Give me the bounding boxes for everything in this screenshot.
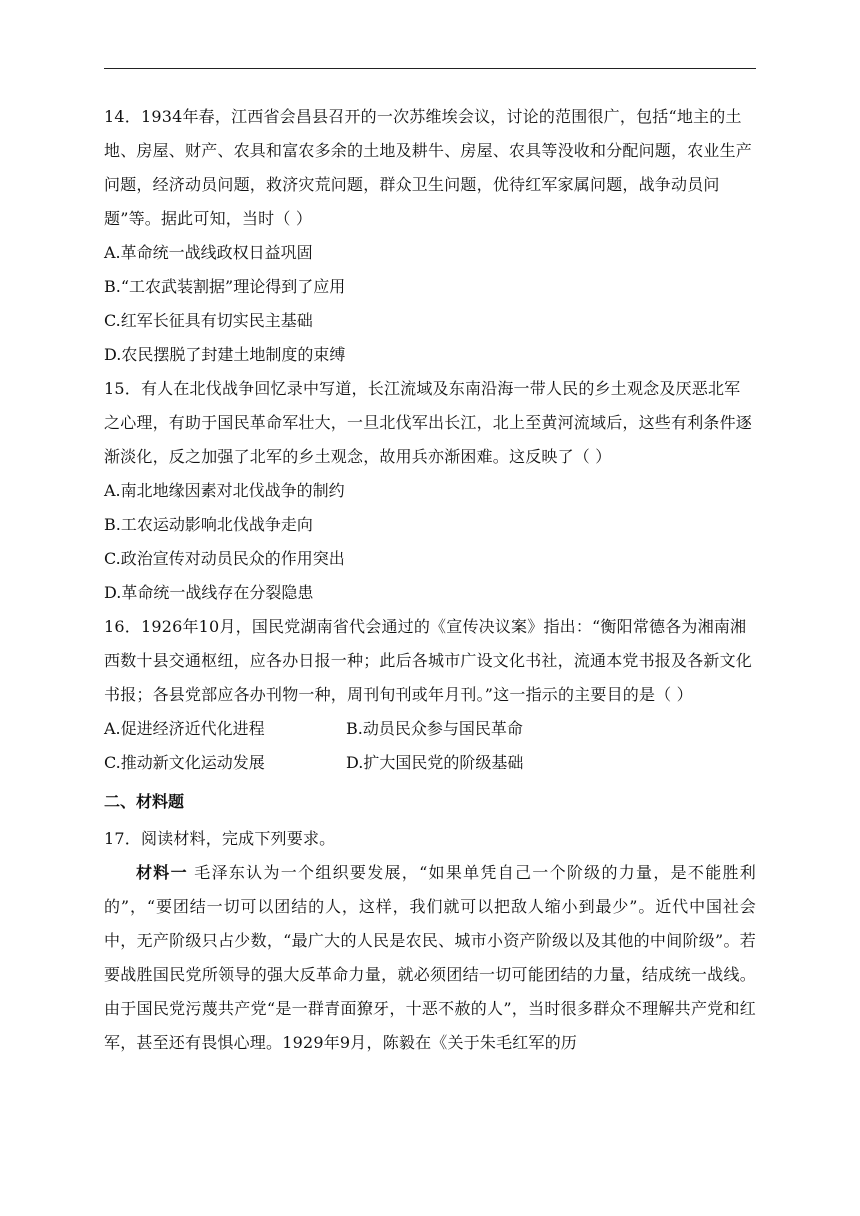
option-c: C.红军长征具有切实民主基础: [104, 311, 313, 330]
question-15: [104, 372, 756, 610]
question-stem: 14．1934年春，江西省会昌县召开的一次苏维埃会议，讨论的范围很广，包括“地主的土地、房屋、财产、农具和富农多余的土地及耕牛、房屋、农具等没收和分配问题，农业生产问题，经济动员问题，救济灾荒问题，群众卫生问题，优待红军家属问题，战争动员问题”等。据此可知，当时（ ）: [104, 107, 753, 228]
option-d: D.革命统一战线存在分裂隐患: [104, 583, 314, 602]
option-c: C.推动新文化运动发展: [104, 753, 265, 772]
question-16: [104, 610, 756, 780]
option-row: [104, 746, 756, 780]
question-17-prompt: 17．阅读材料，完成下列要求。: [104, 829, 336, 848]
option-d: D.农民摆脱了封建土地制度的束缚: [104, 345, 346, 364]
header-rule: [104, 68, 756, 69]
option-a: A.促进经济近代化进程: [104, 719, 265, 738]
question-stem: 16．1926年10月，国民党湖南省代会通过的《宣传决议案》指出：“衡阳常德各为湘南湘西数十县交通枢纽，应各办日报一种；此后各城市广设文化书社，流通本党书报及各新文化书报；各县党部应各办刊物一种，周刊旬刊或年月刊。”这一指示的主要目的是（ ）: [104, 617, 753, 704]
material-text: 毛泽东认为一个组织要发展，“如果单凭自己一个阶级的力量，是不能胜利的”，“要团结一切可以团结的人，这样，我们就可以把敌人缩小到最少”。近代中国社会中，无产阶级只占少数，“最广大的人民是农民、城市小资产阶级以及其他的中间阶级”。若要战胜国民党所领导的强大反革命力量，就必须团结一切可能团结的力量，结成统一战线。由于国民党污蔑共产党“是一群青面獠牙，十恶不赦的人”，当时很多群众不理解共产党和红军，甚至还有畏惧心理。1929年9月，陈毅在《关于朱毛红军的历: [104, 863, 757, 1052]
option-a: A.革命统一战线政权日益巩固: [104, 243, 313, 262]
document-body: [104, 100, 756, 1060]
option-b: B.工农运动影响北伐战争走向: [104, 515, 313, 534]
material-label: 材料一: [136, 863, 188, 882]
option-row: [104, 712, 756, 746]
section-title: 二、材料题: [104, 792, 185, 811]
option-b: B.动员民众参与国民革命: [346, 719, 523, 738]
option-a: A.南北地缘因素对北伐战争的制约: [104, 481, 345, 500]
question-14: [104, 100, 756, 372]
material-one: [104, 856, 756, 1060]
option-c: C.政治宣传对动员民众的作用突出: [104, 549, 345, 568]
option-d: D.扩大国民党的阶级基础: [346, 753, 524, 772]
option-b: B.“工农武装割据”理论得到了应用: [104, 277, 346, 296]
question-stem: 15．有人在北伐战争回忆录中写道，长江流域及东南沿海一带人民的乡土观念及厌恶北军之心理，有助于国民革命军壮大，一旦北伐军出长江，北上至黄河流域后，这些有利条件逐渐淡化，反之加强了北军的乡土观念，故用兵亦渐困难。这反映了（ ）: [104, 379, 753, 466]
